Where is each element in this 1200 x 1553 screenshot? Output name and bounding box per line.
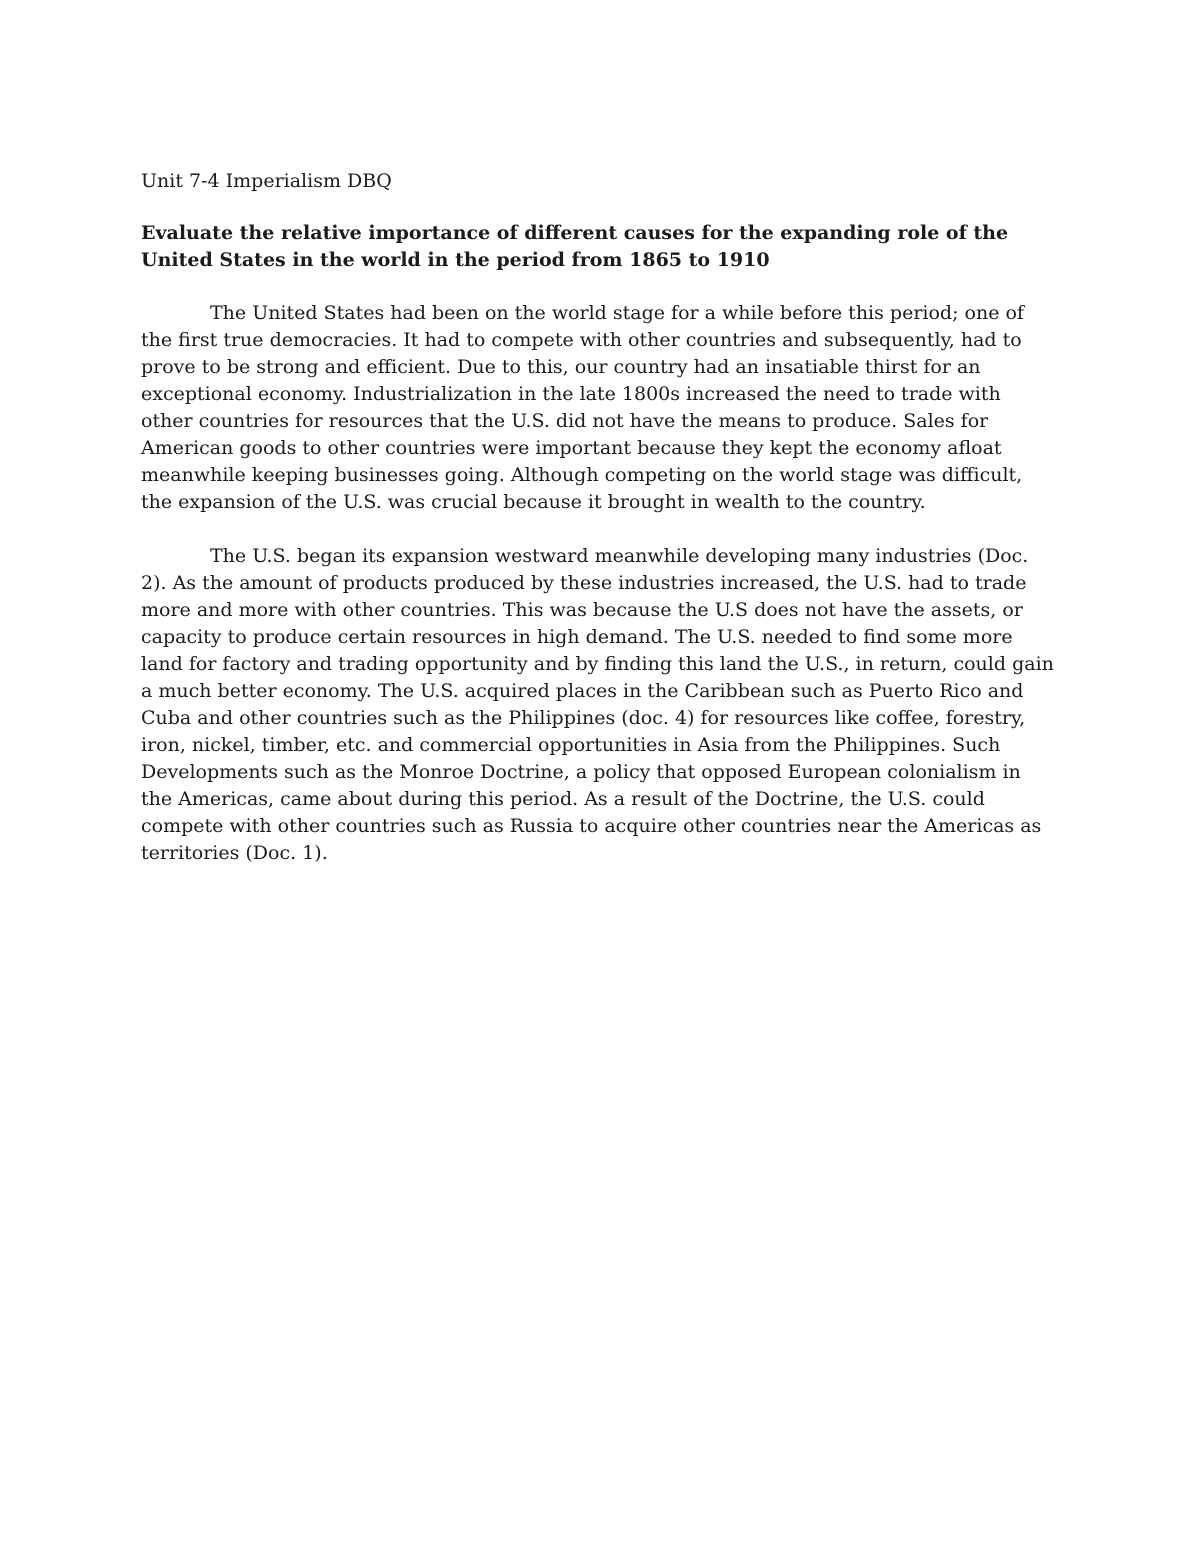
essay-prompt: Evaluate the relative importance of different causes for the expanding role of the United States in the world in the period from 1865 to 1910 (141, 222, 1009, 271)
document-title: Unit 7-4 Imperialism DBQ (141, 170, 392, 192)
essay-paragraph-1: The United States had been on the world stage for a while before this period; one of the first true democracies. It had to compete with other countries and subsequently, had to prove to be strong and efficient. Due to this, our country had an insatiable thirst for an exceptional economy. Industrialization in the late 1800s increased the need to trade with other countries for resources that the U.S. did not have the means to produce. Sales for American goods to other countries were important because they kept the economy afloat meanwhile keeping businesses going. Although competing on the world stage was difficult, the expansion of the U.S. was crucial because it brought in wealth to the country. (141, 302, 1024, 513)
essay-paragraph-2: The U.S. began its expansion westward meanwhile developing many industries (Doc. 2). As the amount of products produced by these industries increased, the U.S. had to trade more and more with other countries. This was because the U.S does not have the assets, or capacity to produce certain resources in high demand. The U.S. needed to find some more land for factory and trading opportunity and by finding this land the U.S., in return, could gain a much better economy. The U.S. acquired places in the Caribbean such as Puerto Rico and Cuba and other countries such as the Philippines (doc. 4) for resources like coffee, forestry, iron, nickel, timber, etc. and commercial opportunities in Asia from the Philippines. Such Developments such as the Monroe Doctrine, a policy that opposed European colonialism in the Americas, came about during this period. As a result of the Doctrine, the U.S. could compete with other countries such as Russia to acquire other countries near the Americas as territories (Doc. 1). (141, 545, 1054, 864)
document-content (141, 168, 1056, 894)
